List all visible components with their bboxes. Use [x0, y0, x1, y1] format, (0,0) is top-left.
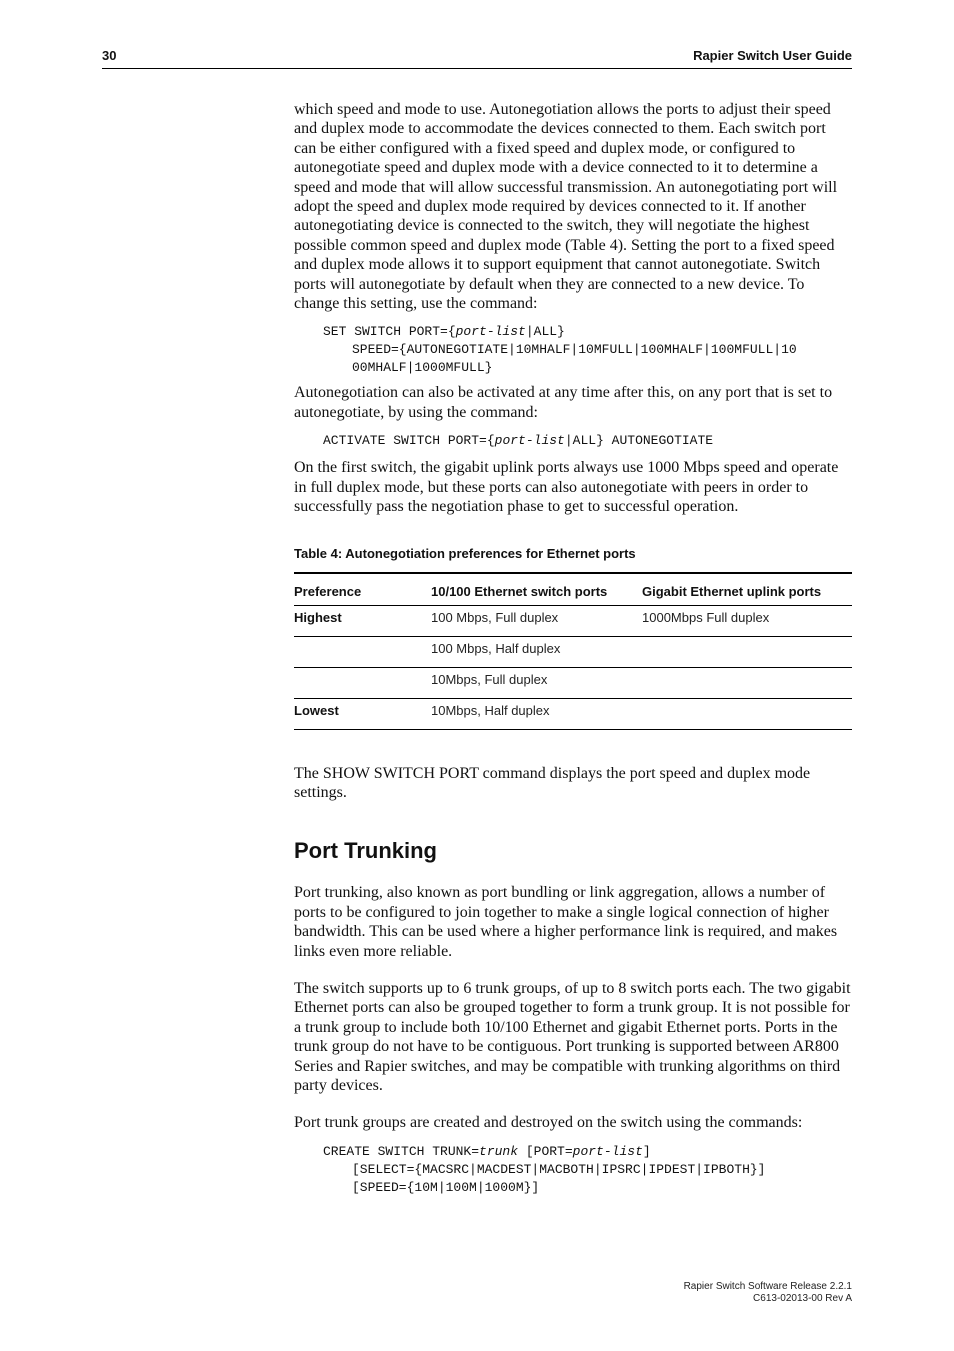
- page-content: [294, 100, 852, 1197]
- header-10-100-ports: 10/100 Ethernet switch ports: [431, 573, 642, 606]
- page-number: 30: [102, 48, 117, 63]
- cell-gigabit: [642, 698, 852, 729]
- page-footer: [684, 1281, 852, 1305]
- section-heading: Port Trunking: [294, 838, 437, 864]
- show-port-paragraph: The SHOW SWITCH PORT command displays the port speed and duplex mode settings.: [294, 764, 811, 801]
- table-row: [294, 605, 852, 636]
- cell-preference: [294, 667, 431, 698]
- header-gigabit-ports: Gigabit Ethernet uplink ports: [642, 573, 852, 606]
- header-preference: Preference: [294, 573, 431, 606]
- table-header-row: [294, 573, 852, 606]
- activate-paragraph: Autonegotiation can also be activated at any time after this, on any port that is set to autonegotiate, by using the command:: [294, 384, 833, 421]
- code-text: SET SWITCH PORT={: [323, 324, 456, 340]
- cell-preference: Lowest: [294, 698, 431, 729]
- table-row: [294, 667, 852, 698]
- code-activate: [323, 432, 852, 450]
- code-param: trunk: [479, 1143, 519, 1159]
- cell-10-100: 10Mbps, Half duplex: [431, 698, 642, 729]
- cell-10-100: 10Mbps, Full duplex: [431, 667, 642, 698]
- code-text: |ALL}: [525, 324, 565, 340]
- code-text: ACTIVATE SWITCH PORT={: [323, 433, 495, 449]
- cell-10-100: 100 Mbps, Half duplex: [431, 636, 642, 667]
- code-text: |ALL} AUTONEGOTIATE: [564, 433, 714, 449]
- cell-preference: [294, 636, 431, 667]
- code-param: port-list: [455, 324, 526, 340]
- code-line: SPEED={AUTONEGOTIATE|10MHALF|10MFULL|100MHALF|100MFULL|10: [352, 342, 797, 358]
- gigabit-paragraph: On the first switch, the gigabit uplink ports always use 1000 Mbps speed and operate in full duplex mode, but these ports can also autonegotiate with peers in order to successfully pass the negotiation phase to get to successful operation.: [294, 459, 839, 516]
- code-line: [SPEED={10M|100M|1000M}]: [352, 1179, 540, 1195]
- trunk-paragraph-1: Port trunking, also known as port bundling or link aggregation, allows a number of ports to be configured to join together to make a single logical connection of higher bandwidth. This can be used where a higher performance link is required, and makes links even more reliable.: [294, 884, 838, 960]
- code-text: [PORT=: [518, 1143, 573, 1159]
- footer-doc-number: C613-02013-00 Rev A: [753, 1293, 852, 1304]
- code-line: [SELECT={MACSRC|MACDEST|MACBOTH|IPSRC|IPDEST|IPBOTH}]: [352, 1161, 766, 1177]
- table-row: [294, 698, 852, 729]
- trunk-paragraph-2: The switch supports up to 6 trunk groups, of up to 8 switch ports each. The two gigabit Ethernet ports can also be grouped together to form a trunk group. It is not possible for a trunk group to include both 10/100 Ethernet and gigabit Ethernet ports. Ports in the trunk group do not have to be contiguous. Port trunking is supported between AR800 Series and Rapier switches, and may be compatible with trunking algorithms on third party devices.: [294, 979, 851, 1094]
- code-text: ]: [642, 1143, 651, 1159]
- cell-gigabit: [642, 636, 852, 667]
- cell-10-100: 100 Mbps, Full duplex: [431, 605, 642, 636]
- running-title: Rapier Switch User Guide: [693, 48, 852, 63]
- cell-gigabit: 1000Mbps Full duplex: [642, 605, 852, 636]
- cell-preference: Highest: [294, 605, 431, 636]
- code-line: 00MHALF|1000MFULL}: [352, 360, 493, 376]
- code-text: CREATE SWITCH TRUNK=: [323, 1143, 480, 1159]
- table-caption: Table 4: Autonegotiation preferences for Ethernet ports: [294, 545, 636, 561]
- page-header: [102, 48, 852, 69]
- code-param: port-list: [494, 433, 565, 449]
- code-param: port-list: [572, 1143, 643, 1159]
- code-set-switch-port: [323, 323, 852, 377]
- code-create-trunk: [323, 1143, 852, 1197]
- autonegotiation-table: [294, 572, 852, 730]
- cell-gigabit: [642, 667, 852, 698]
- intro-paragraph: which speed and mode to use. Autonegotiation allows the ports to adjust their speed and duplex mode to accommodate the devices connected to them. Each switch port can be either configured with a fixed speed and duplex mode, or configured to autonegotiate speed and duplex mode with a device connected to it to determine a speed and mode that will allow successful transmission. An autonegotiating port will adopt the speed and duplex mode required by devices connected to it. If another autonegotiating device is connected to the switch, they will negotiate the highest possible common speed and duplex mode (Table 4). Setting the port to a fixed speed and duplex mode allows it to support equipment that cannot autonegotiate. Switch ports will autonegotiate by default when they are connected to a new device. To change this setting, use the command:: [294, 101, 838, 313]
- table-row: [294, 636, 852, 667]
- trunk-paragraph-3: Port trunk groups are created and destroyed on the switch using the commands:: [294, 1114, 803, 1132]
- footer-release: Rapier Switch Software Release 2.2.1: [683, 1281, 852, 1292]
